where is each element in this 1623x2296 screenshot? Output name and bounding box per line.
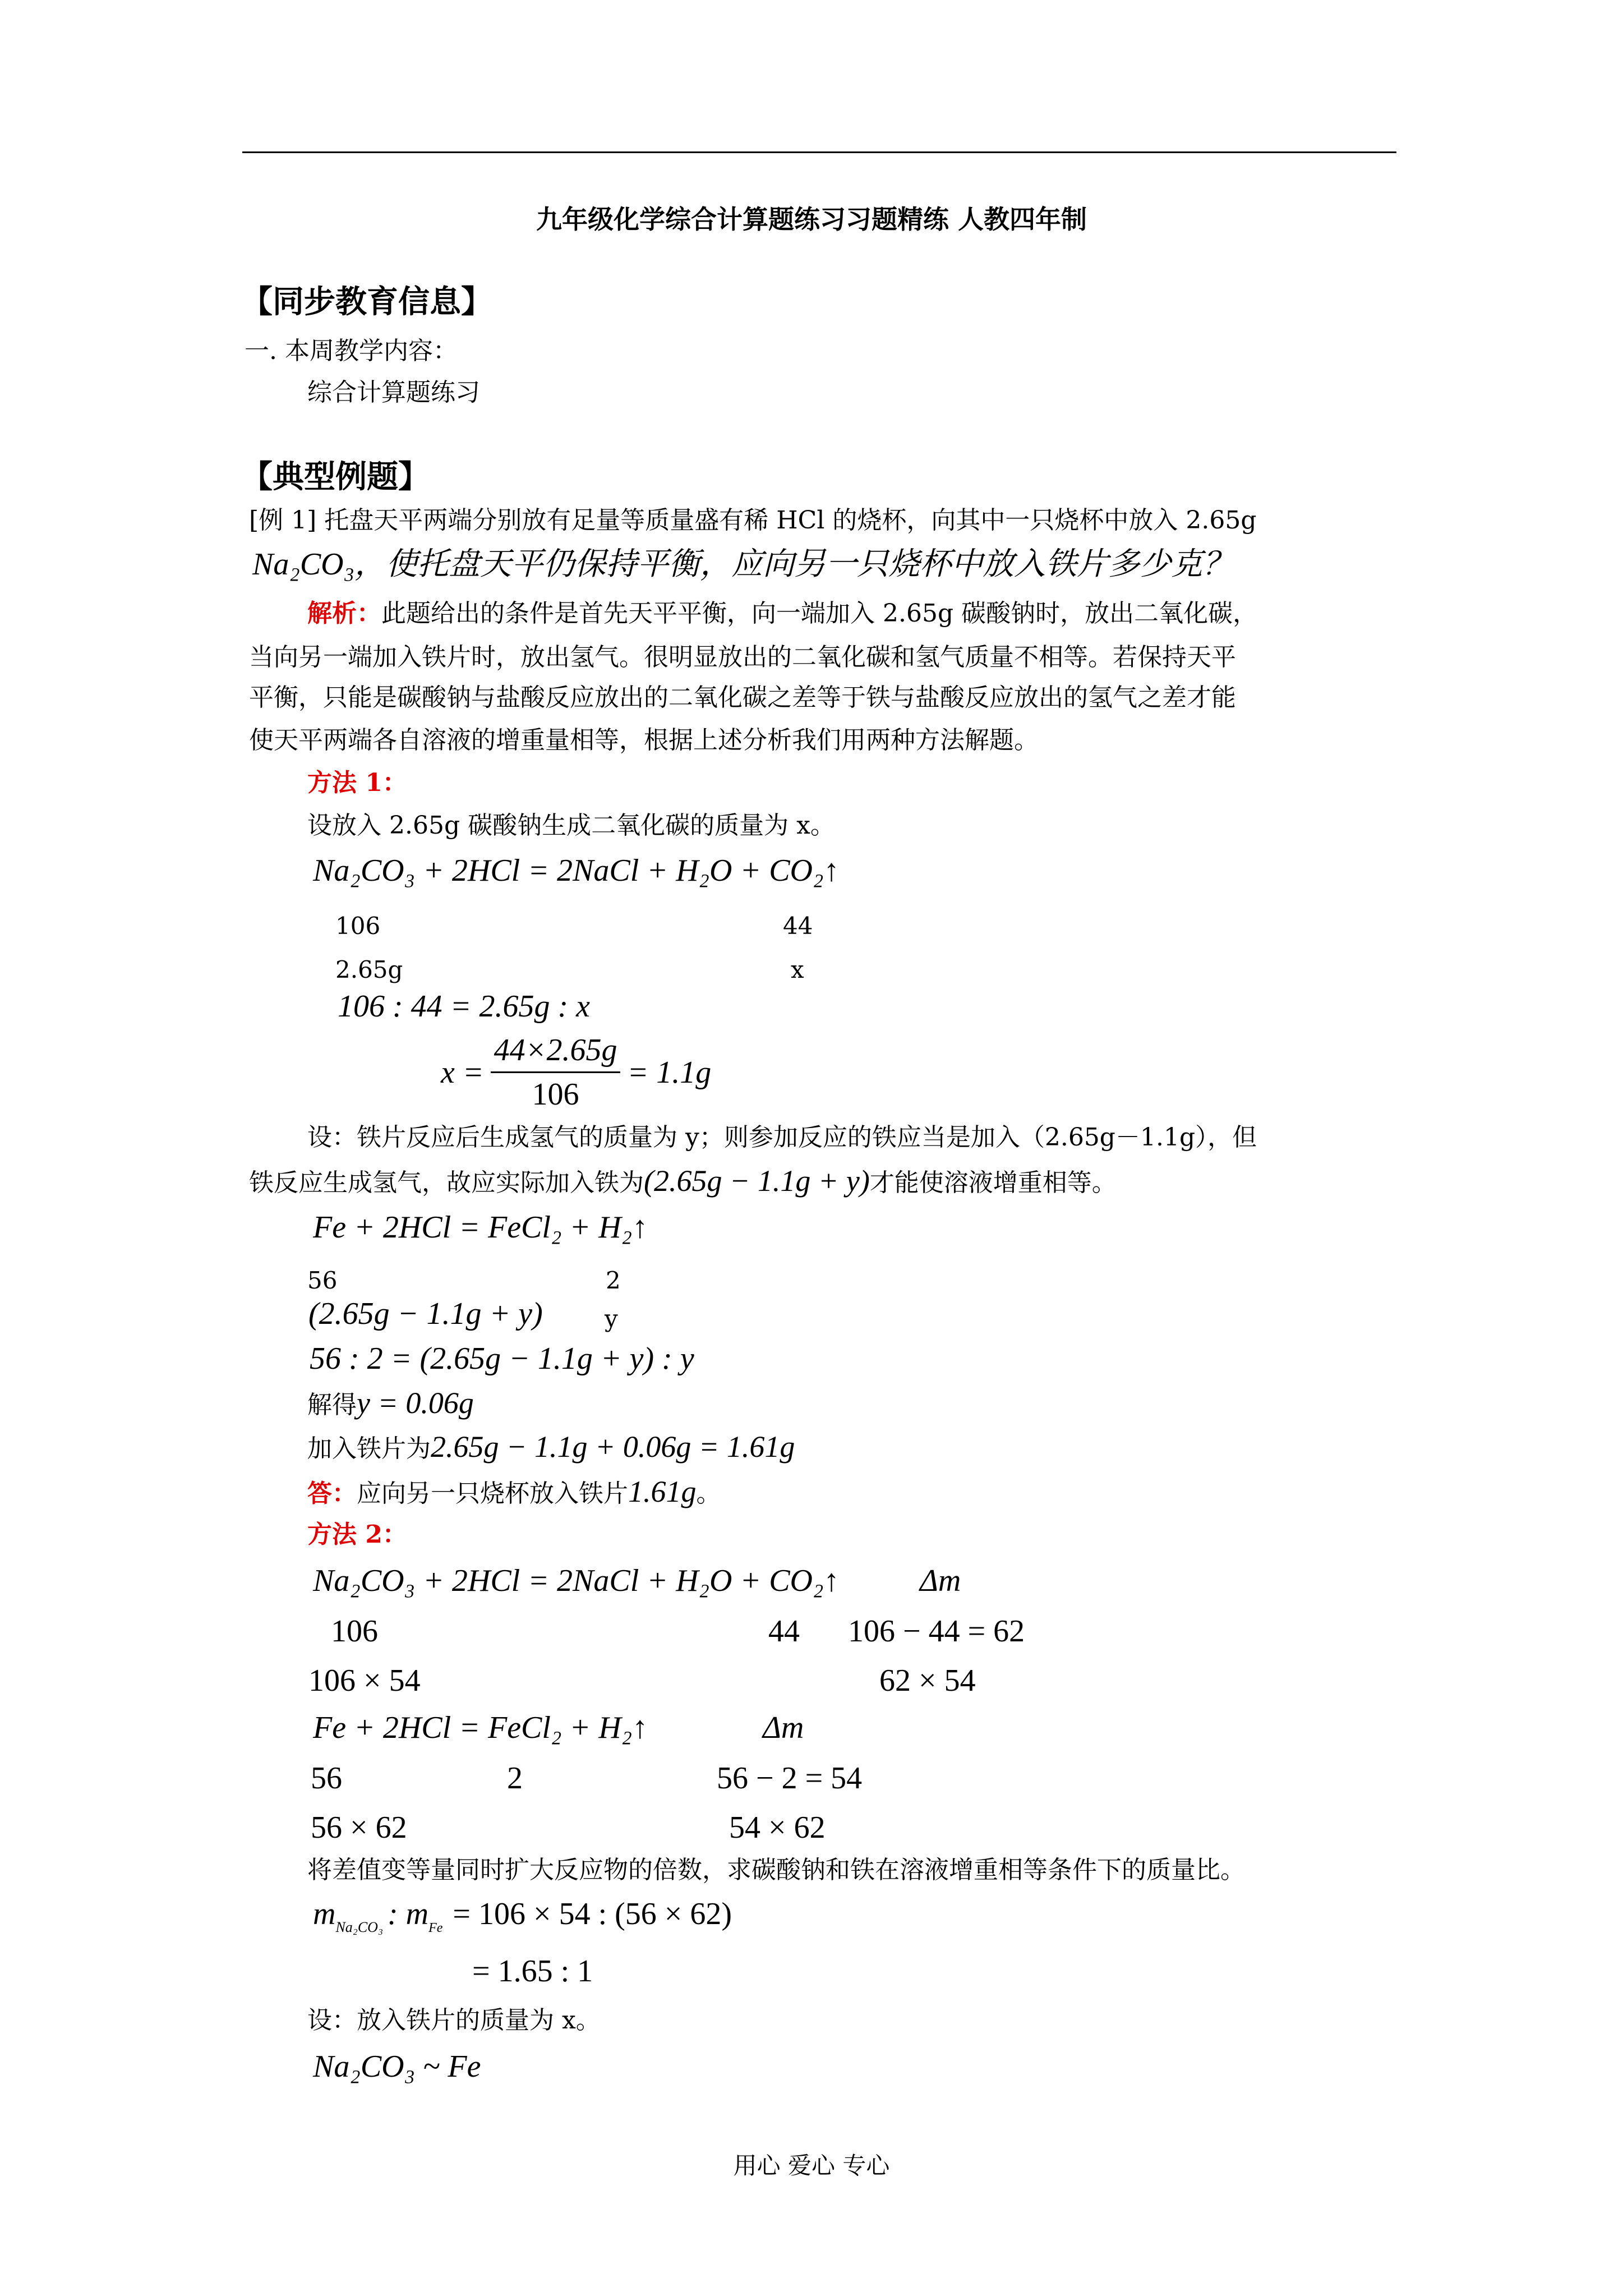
method2-explain: 将差值变等量同时扩大反应物的倍数，求碳酸钠和铁在溶液增重相等条件下的质量比。 <box>307 1856 1245 1884</box>
fraction-numerator: 44×2.65g <box>491 1032 621 1073</box>
method2-label: 方法 2： <box>307 1520 407 1549</box>
answer-expr: 1.61g <box>628 1475 697 1508</box>
analysis-line-4: 使天平两端各自溶液的增重量相等，根据上述分析我们用两种方法解题。 <box>249 726 1039 754</box>
method1-ratio-1: 106 : 44 = 2.65g : x <box>338 989 590 1024</box>
mass-sub-na2co3: Na₂CO₃ <box>335 1919 383 1935</box>
method1-value-y: y <box>605 1305 618 1332</box>
solve-label: 解得 <box>307 1391 357 1419</box>
content-label: 一. 本周教学内容： <box>245 337 458 365</box>
add-expr: 2.65g − 1.1g + 0.06g = 1.61g <box>431 1430 795 1464</box>
assume2-text-a: 铁反应生成氢气，故应实际加入铁为 <box>249 1168 644 1197</box>
answer-text-a: 应向另一只烧杯放入铁片 <box>357 1479 628 1508</box>
add-label: 加入铁片为 <box>307 1434 431 1463</box>
method2-mass-ratio <box>313 1897 732 1935</box>
method1-solve-line <box>307 1388 474 1418</box>
method1-equation-1: Na₂CO₃ + 2HCl = 2NaCl + H₂O + CO₂↑ <box>313 853 840 888</box>
info-heading: 【同步教育信息】 <box>241 283 492 320</box>
method2-r3-c: 56 − 2 = 54 <box>717 1761 863 1796</box>
method2-delta-m-2: Δm <box>763 1710 804 1745</box>
answer-label: 答： <box>307 1479 357 1508</box>
method1-molar-co2: 44 <box>783 912 813 940</box>
method1-molar-fe: 56 <box>307 1267 338 1294</box>
analysis-line-3: 平衡，只能是碳酸钠与盐酸反应放出的二氧化碳之差等于铁与盐酸反应放出的氢气之差才能 <box>249 683 1236 712</box>
question-line-2: Na₂CO₃，使托盘天平仍保持平衡，应向另一只烧杯中放入铁片多少克？ <box>252 547 1234 582</box>
method1-equation-2: Fe + 2HCl = FeCl₂ + H₂↑ <box>313 1210 648 1245</box>
method1-molar-na2co3: 106 <box>335 912 381 940</box>
method1-value-na2co3: 2.65g <box>335 956 403 983</box>
method2-mass-ratio-result: = 1.65 : 1 <box>472 1954 593 1989</box>
content-value: 综合计算题练习 <box>307 378 480 407</box>
method1-answer-line <box>307 1476 721 1507</box>
examples-heading: 【典型例题】 <box>241 458 430 495</box>
assume2-text-b: 才能使溶液增重相等。 <box>869 1168 1117 1197</box>
method2-r1-c: 106 − 44 = 62 <box>848 1614 1025 1649</box>
page-footer: 用心 爱心 专心 <box>733 2152 890 2179</box>
fraction-lhs: x = <box>441 1055 484 1090</box>
method2-final: Na₂CO₃ ~ Fe <box>313 2049 481 2084</box>
analysis-label: 解析： <box>307 599 381 628</box>
method1-ratio-2: 56 : 2 = (2.65g − 1.1g + y) : y <box>310 1341 694 1376</box>
analysis-text-1: 此题给出的条件是首先天平平衡，向一端加入 2.65g 碳酸钠时，放出二氧化碳， <box>381 599 1258 628</box>
method2-r3-b: 2 <box>507 1761 523 1796</box>
mass-m-fe: : m <box>388 1897 429 1931</box>
method1-assume: 设放入 2.65g 碳酸钠生成二氧化碳的质量为 x。 <box>307 811 835 840</box>
solve-expr: y = 0.06g <box>357 1386 474 1420</box>
method2-r3-a: 56 <box>311 1761 342 1796</box>
mass-ratio-rhs: = 106 × 54 : (56 × 62) <box>453 1897 732 1931</box>
method1-value-fe: (2.65g − 1.1g + y) <box>308 1296 543 1331</box>
top-rule <box>242 151 1396 153</box>
mass-m-na: m <box>313 1897 336 1931</box>
method1-value-x: x <box>791 956 804 983</box>
mass-sub-fe: Fe <box>428 1921 443 1935</box>
method1-assume2-line-2 <box>249 1166 1117 1196</box>
method2-equation-1: Na₂CO₃ + 2HCl = 2NaCl + H₂O + CO₂↑ <box>313 1563 840 1598</box>
method1-add-line <box>307 1432 795 1462</box>
answer-text-b: 。 <box>696 1479 721 1508</box>
method2-delta-m-1: Δm <box>920 1563 961 1598</box>
method2-r1-a: 106 <box>331 1614 378 1649</box>
analysis-line-2: 当向另一端加入铁片时，放出氢气。很明显放出的二氧化碳和氢气质量不相等。若保持天平 <box>249 643 1236 671</box>
method1-assume2-line-1: 设：铁片反应后生成氢气的质量为 y；则参加反应的铁应当是加入（2.65g－1.1g），但 <box>307 1123 1257 1152</box>
method2-r1-b: 44 <box>768 1614 800 1649</box>
method2-equation-2: Fe + 2HCl = FeCl₂ + H₂↑ <box>313 1710 648 1745</box>
method2-r4-a: 56 × 62 <box>311 1810 407 1845</box>
question-line-1: [例 1] 托盘天平两端分别放有足量等质量盛有稀 HCl 的烧杯，向其中一只烧杯中放入 2.65g <box>249 506 1257 535</box>
fraction-denominator: 106 <box>532 1077 579 1112</box>
method2-r4-c: 54 × 62 <box>729 1810 826 1845</box>
method2-assume: 设：放入铁片的质量为 x。 <box>307 2006 601 2035</box>
analysis-line-1 <box>307 601 1257 626</box>
method1-label: 方法 1： <box>307 769 407 797</box>
method1-molar-h2: 2 <box>606 1267 621 1294</box>
method2-r2-c: 62 × 54 <box>879 1663 976 1698</box>
page-title: 九年级化学综合计算题练习习题精练 人教四年制 <box>536 204 1087 234</box>
method1-fraction <box>441 1032 711 1112</box>
fraction-rhs: = 1.1g <box>627 1055 712 1090</box>
assume2-expr: (2.65g − 1.1g + y) <box>644 1164 870 1198</box>
method2-r2-a: 106 × 54 <box>308 1663 421 1698</box>
